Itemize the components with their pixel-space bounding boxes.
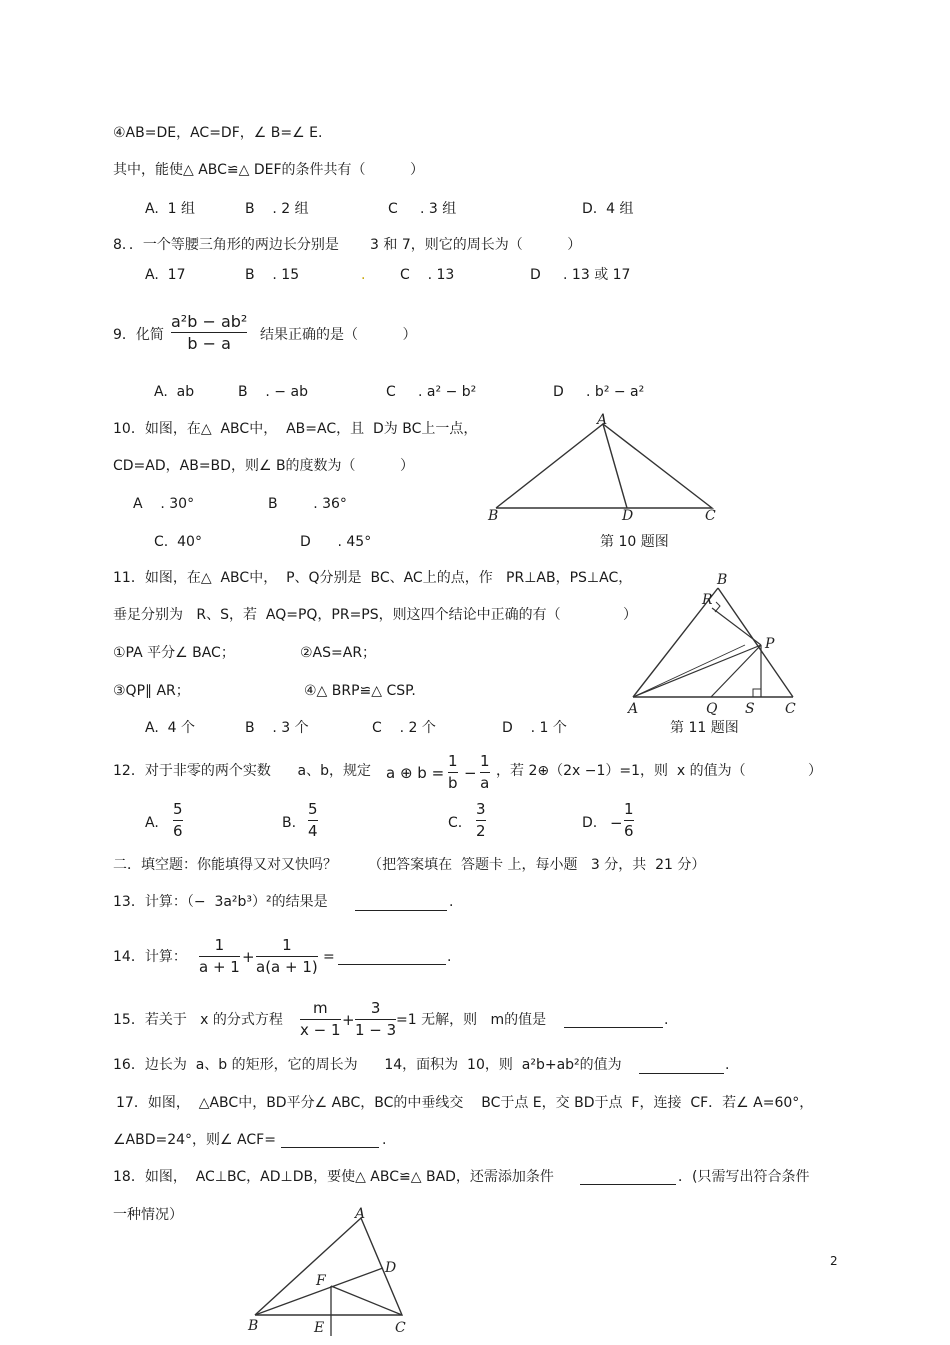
q15-f2-numerator: 3 [370, 999, 381, 1017]
q12-option-b-fraction [308, 800, 318, 841]
q9-suffix: 结果正确的是（ ） [260, 327, 417, 343]
q7-option-b: B . 2 组 [245, 201, 309, 217]
q17-triangle-figure [245, 1208, 420, 1338]
q12-option-a-numerator: 5 [173, 800, 183, 818]
q11-conclusion-1: ①PA 平分∠ BAC； [113, 645, 235, 661]
q9-option-d: D . b² − a² [553, 384, 645, 400]
page-number: 2 [830, 1254, 838, 1268]
q7-option-d: D. 4 组 [582, 201, 634, 217]
q17-answer-blank [281, 1147, 379, 1148]
q12-option-c-numerator: 3 [476, 800, 486, 818]
q15-answer-blank [564, 1027, 663, 1028]
q9-denominator: b − a [187, 334, 231, 353]
q12-option-a-label: A. [145, 815, 159, 831]
q15-suffix: =1 无解，则 m的值是 [396, 1012, 547, 1028]
q15-end-dot: . [664, 1012, 669, 1028]
q11-option-b: B . 3 个 [245, 720, 309, 736]
q11-figure-caption: 第 11 题图 [670, 720, 739, 736]
q16-answer-blank [639, 1073, 724, 1074]
q18-line1-tail: ．(只需写出符合条件 [678, 1169, 810, 1185]
q11-label-b: B [717, 572, 728, 588]
q11-option-c: C . 2 个 [372, 720, 436, 736]
q12-option-d-label: D. [582, 815, 598, 831]
section-2-heading: 二．填空题：你能填得又对又快吗？ （把答案填在 答题卡 上，每小题 3 分，共 21 分） [113, 857, 706, 873]
q11-label-r: R [702, 592, 713, 608]
q8-stem: 8．．一个等腰三角形的两边长分别是 3 和 7，则它的周长为（ ） [113, 237, 582, 253]
q12-fraction-1-over-a [480, 752, 490, 793]
q15-fraction-2 [355, 999, 396, 1040]
q12-fraction-1-over-b [448, 752, 458, 793]
q12-option-a-denominator: 6 [173, 822, 183, 840]
q14-answer-blank [338, 964, 446, 965]
q13-answer-blank [355, 910, 447, 911]
q10-option-b: B . 36° [268, 496, 347, 512]
q14-fraction-1 [199, 936, 240, 977]
q8-option-b: B . 15 [245, 267, 300, 283]
q12-option-b-label: B. [282, 815, 297, 831]
q12-f2-numerator: 1 [480, 752, 490, 770]
q12-option-b-numerator: 5 [308, 800, 318, 818]
q18-answer-blank [580, 1184, 676, 1185]
q18-line1: 18．如图， AC⊥BC，AD⊥DB，要使△ ABC≌△ BAD，还需添加条件 [113, 1169, 554, 1185]
q14-f2-numerator: 1 [282, 936, 292, 954]
q7-option-a: A. 1 组 [145, 201, 196, 217]
q8-option-a: A. 17 [145, 267, 186, 283]
q9-fraction [171, 312, 247, 353]
q11-line2: 垂足分别为 R、S，若 AQ=PQ，PR=PS，则这四个结论中正确的有（ ） [113, 607, 637, 623]
q12-option-d-fraction [624, 800, 634, 841]
q14-end-dot: . [447, 949, 452, 965]
q10-figure-caption: 第 10 题图 [600, 534, 669, 550]
q12-f2-denominator: a [480, 774, 490, 792]
q17-end-dot: . [382, 1132, 387, 1148]
q11-label-c: C [785, 701, 796, 717]
q15-f1-numerator: m [312, 999, 328, 1017]
q11-label-p: P [765, 636, 775, 652]
q14-f1-numerator: 1 [214, 936, 225, 954]
q17-line2: ∠ABD=24°，则∠ ACF= [113, 1132, 276, 1148]
q12-option-d-sign: − [610, 814, 623, 832]
q10-label-d: D [622, 508, 634, 524]
q10-line1: 10．如图，在△ ABC中， AB=AC，且 D为 BC上一点， [113, 421, 478, 437]
q15-fraction-1 [300, 999, 341, 1040]
q14-fraction-2 [256, 936, 318, 977]
q17-label-b: B [248, 1318, 259, 1334]
q11-option-d: D . 1 个 [502, 720, 567, 736]
q10-option-d: D . 45° [300, 534, 372, 550]
q12-definition-lhs: a ⊕ b = [386, 764, 445, 782]
q9-option-c: C . a² − b² [386, 384, 477, 400]
q12-option-c-fraction [476, 800, 486, 841]
q15-prefix: 15．若关于 x 的分式方程 [113, 1012, 283, 1028]
q14-prefix: 14．计算： [113, 949, 187, 965]
q17-label-f: F [316, 1273, 326, 1289]
q13-end-dot: . [449, 894, 454, 910]
q17-label-c: C [395, 1320, 406, 1336]
q12-option-d-denominator: 6 [624, 822, 634, 840]
q17-label-e: E [314, 1320, 325, 1336]
q15-plus: + [342, 1011, 355, 1029]
q12-f1-denominator: b [448, 774, 458, 792]
q10-label-a: A [597, 412, 608, 428]
q12-f1-numerator: 1 [448, 752, 458, 770]
q10-label-b: B [488, 508, 499, 524]
q11-conclusion-4: ④△ BRP≌△ CSP. [304, 683, 416, 699]
q11-option-a: A. 4 个 [145, 720, 196, 736]
q12-minus: − [464, 764, 477, 782]
q9-option-a: A. ab [154, 384, 195, 400]
q9-option-b: B . − ab [238, 384, 308, 400]
q16-stem: 16．边长为 a、b 的矩形，它的周长为 14，面积为 10，则 a²b+ab²的值为 [113, 1057, 622, 1073]
q11-label-a: A [628, 701, 639, 717]
q11-conclusion-2: ②AS=AR； [300, 645, 377, 661]
q18-line2: 一种情况） [113, 1207, 183, 1223]
q14-equals: = [323, 949, 335, 965]
q10-option-a: A . 30° [133, 496, 195, 512]
q14-f2-denominator: a(a + 1) [256, 958, 318, 976]
q14-f1-denominator: a + 1 [199, 958, 240, 976]
q12-prefix: 12．对于非零的两个实数 a、b，规定 [113, 763, 371, 779]
q10-label-c: C [705, 508, 716, 524]
q11-label-s: S [745, 701, 755, 717]
q8-stray-dot: . [361, 267, 366, 283]
q17-line1: 17．如图， △ABC中，BD平分∠ ABC，BC的中垂线交 BC于点 E，交 BD于点 F，连接 CF．若∠ A=60°， [116, 1095, 814, 1111]
q17-label-a: A [355, 1206, 366, 1222]
q14-plus: + [242, 948, 255, 966]
q7-condition-4: ④AB=DE，AC=DF，∠ B=∠ E. [113, 125, 323, 141]
q10-option-c: C. 40° [154, 534, 202, 550]
q12-option-c-denominator: 2 [476, 822, 486, 840]
q7-option-c: C . 3 组 [388, 201, 457, 217]
q15-f1-denominator: x − 1 [300, 1021, 341, 1039]
q7-stem: 其中，能使△ ABC≌△ DEF的条件共有（ ） [113, 162, 425, 178]
q10-line2: CD=AD，AB=BD，则∠ B的度数为（ ） [113, 458, 415, 474]
q12-option-d-numerator: 1 [624, 800, 634, 818]
q11-conclusion-3: ③QP∥ AR； [113, 683, 190, 699]
q8-option-d: D . 13 或 17 [530, 267, 631, 283]
q12-option-c-label: C. [448, 815, 463, 831]
q15-f2-denominator: 1 − 3 [355, 1021, 397, 1039]
q9-numerator: a²b − ab² [171, 312, 248, 331]
q17-label-d: D [385, 1260, 397, 1276]
q12-option-a-fraction [173, 800, 183, 841]
q9-prefix: 9．化简 [113, 327, 164, 343]
q8-option-c: C . 13 [400, 267, 455, 283]
q11-triangle-figure [625, 570, 800, 720]
q13-stem: 13．计算：（− 3a²b³）²的结果是 [113, 894, 328, 910]
q12-condition: ，若 2⊕（2x −1）=1，则 x 的值为（ ） [496, 763, 822, 779]
q16-end-dot: . [725, 1057, 730, 1073]
q11-label-q: Q [706, 701, 718, 717]
q10-triangle-figure [485, 412, 725, 527]
q12-option-b-denominator: 4 [308, 822, 318, 840]
q11-line1: 11．如图，在△ ABC中， P、Q分别是 BC、AC上的点，作 PR⊥AB，PS⊥AC， [113, 570, 633, 586]
